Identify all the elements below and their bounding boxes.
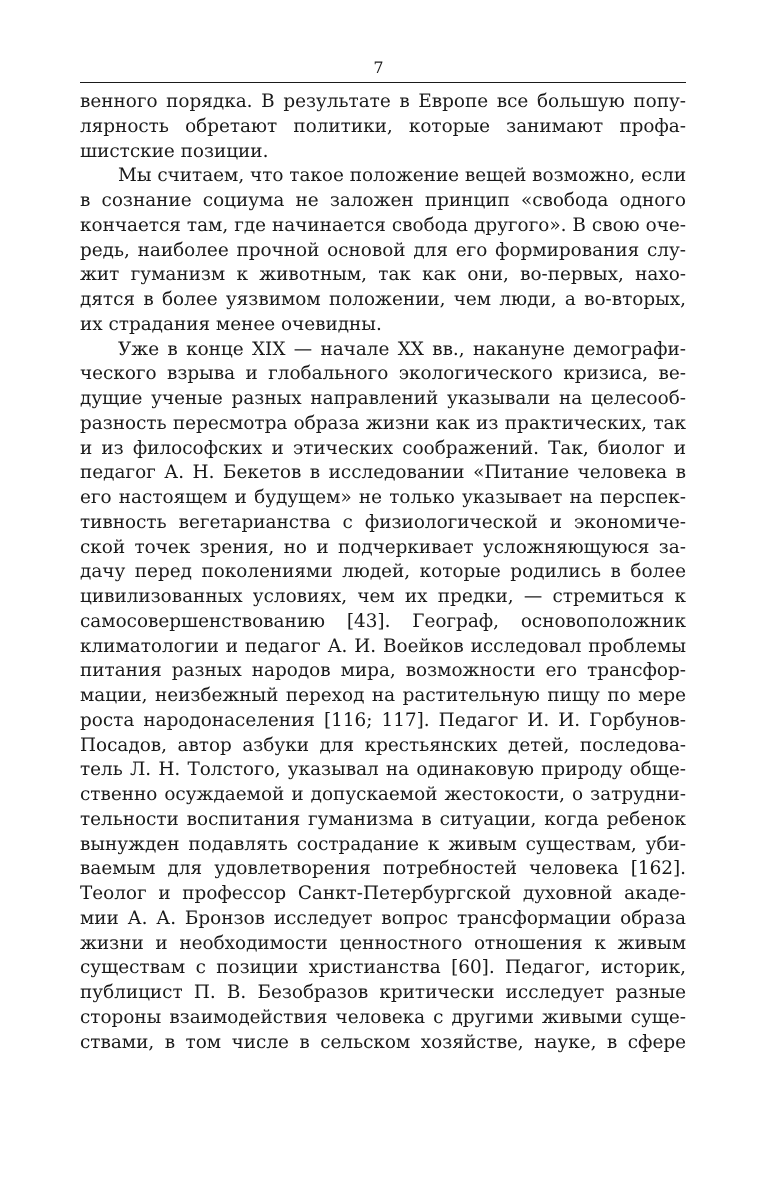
text-line: жизни и необходимости ценностного отношения к живым [80, 932, 686, 954]
text-line: ствами, в том числе в сельском хозяйстве, науке, в сфере [80, 1031, 686, 1053]
text-line: педагог А. Н. Бекетов в исследовании «Питание человека в [80, 462, 686, 484]
text-line: Теолог и профессор Санкт-Петербургской духовной акаде- [80, 883, 686, 904]
text-line: Мы считаем, что такое положение вещей возможно, если [118, 165, 687, 187]
text-line: лярность обретают политики, которые занимают профа- [80, 115, 686, 137]
page-number: 7 [373, 58, 384, 77]
text-line: Посадов, автор азбуки для крестьянских детей, последова- [80, 734, 686, 756]
text-line: редь, наиболее прочной основой для его формирования слу- [80, 239, 686, 261]
text-line: мации, неизбежный переход на растительную пищу по мере [80, 685, 686, 706]
paragraph [80, 338, 686, 1056]
text-line: венного порядка. В результате в Европе все большую попу- [80, 91, 686, 112]
text-line: самосовершенствованию [43]. Географ, основоположник [80, 610, 686, 632]
text-line: роста народонаселения [116; 117]. Педагог И. И. Горбунов- [80, 709, 686, 731]
text-line: публицист П. В. Безобразов критически исследует разные [80, 982, 686, 1003]
text-line: дачу перед поколениями людей, которые родились в более [80, 561, 686, 583]
text-line: мии А. А. Бронзов исследует вопрос трансформации образа [80, 907, 686, 929]
text-line: климатологии и педагог А. И. Воейков исследовал проблемы [80, 635, 686, 657]
header-rule [80, 82, 686, 83]
text-line: тель Л. Н. Толстого, указывал на одинаковую природу обще- [80, 759, 686, 781]
body-text [80, 90, 686, 1055]
text-line: дятся в более уязвимом положении, чем люди, а во-вторых, [80, 289, 686, 310]
text-line: ваемым для удовлетворения потребностей человека [162]. [80, 858, 686, 880]
text-line: его настоящем и будущем» не только указывает на перспек- [80, 487, 686, 508]
text-line: вынужден подавлять сострадание к живым существам, уби- [80, 833, 686, 855]
paragraph [80, 164, 686, 337]
text-line: Уже в конце XIX — начале XX вв., накануне демографи- [118, 338, 686, 360]
text-line: в сознание социума не заложен принцип «свобода одного [80, 190, 686, 211]
text-line: тельности воспитания гуманизма в ситуации, когда ребенок [80, 808, 686, 830]
text-line: существам с позиции христианства [60]. Педагог, историк, [80, 957, 686, 979]
text-line: их страдания менее очевидны. [80, 313, 382, 335]
text-line: ственно осуждаемой и допускаемой жестокости, о затрудни- [80, 784, 686, 805]
text-line: ской точек зрения, но и подчеркивает усложняющуюся за- [80, 536, 686, 558]
text-line: тивность вегетарианства с физиологической и экономиче- [80, 511, 686, 533]
text-line: питания разных народов мира, возможности его трансфор- [80, 660, 686, 682]
text-line: ческого взрыва и глобального экологического кризиса, ве- [80, 363, 686, 385]
text-line: кончается там, где начинается свобода другого». В свою оче- [80, 214, 686, 236]
text-line: шистские позиции. [80, 140, 269, 162]
text-line: разность пересмотра образа жизни как из практических, так [80, 412, 686, 434]
text-line: стороны взаимодействия человека с другими живыми суще- [80, 1006, 686, 1028]
paragraph [80, 90, 686, 164]
text-line: и из философских и этических соображений. Так, биолог и [80, 437, 686, 459]
text-line: жит гуманизм к животным, так как они, во-первых, нахо- [80, 264, 686, 286]
text-line: цивилизованных условиях, чем их предки, — стремиться к [80, 586, 686, 607]
text-line: дущие ученые разных направлений указывали на целесооб- [80, 388, 686, 409]
